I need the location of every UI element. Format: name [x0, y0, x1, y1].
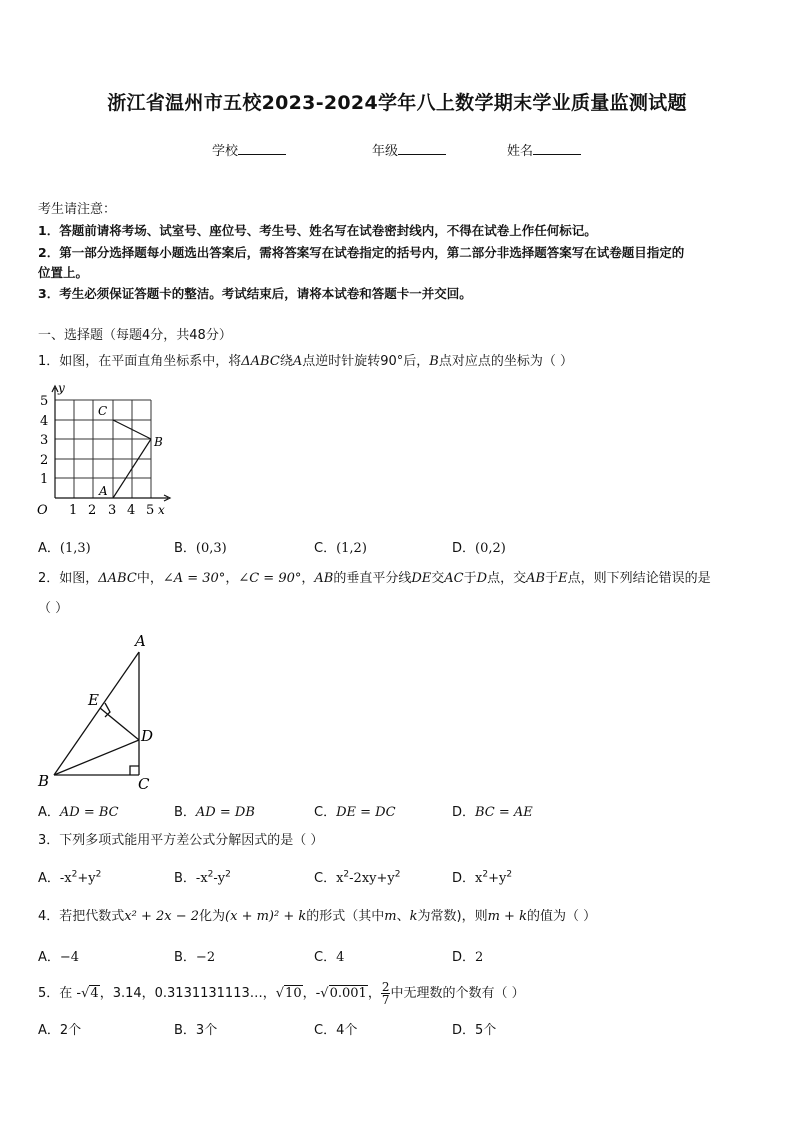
q5-option-d[interactable]: D．5个 — [452, 1023, 497, 1038]
sqrt-4: √4 — [81, 986, 99, 1001]
origin-label: O — [37, 503, 48, 518]
q1-option-a[interactable]: A．(1,3) — [38, 541, 91, 556]
school-blank[interactable] — [238, 142, 286, 155]
q3-option-d[interactable]: D．$x^2+y^2$ — [452, 869, 513, 886]
point-a-label: A — [135, 632, 146, 650]
point-b-label: B — [38, 772, 50, 790]
question-4-stem: 4．若把代数式x² + 2x − 2化为(x + m)² + k的形式（其中m、k为常数)，则m + k的值为（ ） — [38, 909, 597, 924]
x-axis-label: x — [158, 503, 165, 517]
name-field[interactable] — [507, 140, 581, 159]
question-1-stem: 1．如图，在平面直角坐标系中，将ΔABC绕A点逆时针旋转90°后，B点对应点的坐标为（ ） — [38, 354, 573, 369]
q2-option-b[interactable]: B．AD = DB — [174, 805, 255, 820]
sqrt-10: √10 — [275, 986, 302, 1001]
triangle-abc — [54, 652, 139, 775]
q4-option-d[interactable]: D．2 — [452, 950, 484, 965]
grade-label: 年级 — [372, 144, 399, 159]
q3-option-a[interactable]: A．$-x^2+y^2$ — [38, 869, 102, 886]
grade-blank[interactable] — [398, 142, 446, 155]
x-tick: 5 — [146, 503, 155, 518]
question-2-figure — [34, 626, 164, 794]
point-c-label: C — [138, 775, 150, 793]
name-blank[interactable] — [533, 142, 581, 155]
question-5-stem: 5．在 -√4，3.14，0.3131131113…，√10，-√0.001， $\frac{2}{7}$ 中无理数的个数有（ ） — [38, 980, 525, 1007]
notice-item-1: 1．答题前请将考场、试室号、座位号、考生号、姓名写在试卷密封线内，不得在试卷上作任何标记。 — [38, 223, 597, 238]
notice-item-2-cont: 位置上。 — [38, 265, 89, 280]
point-a-label: A — [99, 484, 108, 498]
q1-option-c[interactable]: C．(1,2) — [314, 541, 367, 556]
y-tick: 1 — [40, 472, 49, 487]
axes — [52, 386, 170, 501]
q2-option-c[interactable]: C．DE = DC — [314, 805, 396, 820]
point-e-label: E — [88, 691, 99, 709]
page-title: 浙江省温州市五校2023-2024学年八上数学期末学业质量监测试题 — [107, 92, 687, 114]
grade-field[interactable] — [372, 140, 446, 159]
y-tick: 2 — [40, 453, 49, 468]
school-field[interactable] — [212, 140, 286, 159]
notice-item-2: 2．第一部分选择题每小题选出答案后，需将答案写在试卷指定的括号内，第二部分非选择题答案写在试卷题目指定的 — [38, 245, 685, 260]
q5-option-c[interactable]: C．4个 — [314, 1023, 358, 1038]
notice-heading: 考生请注意： — [38, 202, 117, 217]
y-tick: 4 — [40, 414, 49, 429]
sqrt-0-001: √0.001 — [320, 986, 367, 1001]
x-tick: 1 — [69, 503, 78, 518]
point-c-label: C — [98, 404, 108, 418]
question-1-figure — [34, 380, 174, 520]
x-tick: 3 — [108, 503, 117, 518]
school-label: 学校 — [212, 144, 239, 159]
q4-option-a[interactable]: A．−4 — [38, 950, 80, 965]
question-2-stem: 2．如图，ΔABC中，∠A = 30°，∠C = 90°，AB的垂直平分线DE交AC于D点，交AB于E点，则下列结论错误的是 — [38, 571, 711, 586]
y-tick: 3 — [40, 433, 49, 448]
q4-option-b[interactable]: B．−2 — [174, 950, 216, 965]
q5-option-b[interactable]: B．3个 — [174, 1023, 218, 1038]
q2-option-d[interactable]: D．BC = AE — [452, 805, 533, 820]
point-b-label: B — [154, 435, 163, 449]
y-axis-label: y — [58, 381, 65, 395]
q5-option-a[interactable]: A．2个 — [38, 1023, 82, 1038]
q3-option-c[interactable]: C．$x^2-2xy+y^2$ — [314, 869, 401, 886]
name-label: 姓名 — [507, 144, 534, 159]
x-tick: 2 — [88, 503, 97, 518]
q1-option-d[interactable]: D．(0,2) — [452, 541, 506, 556]
notice-item-3: 3．考生必须保证答题卡的整洁。考试结束后，请将本试卷和答题卡一并交回。 — [38, 286, 472, 301]
question-3-stem: 3．下列多项式能用平方差公式分解因式的是（ ） — [38, 833, 324, 848]
x-tick: 4 — [127, 503, 136, 518]
section-heading: 一、选择题（每题4分，共48分） — [38, 328, 232, 343]
question-2-paren: （ ） — [38, 601, 69, 616]
fraction-2-7: $\frac{2}{7}$ — [381, 980, 390, 1007]
y-tick: 5 — [40, 394, 49, 409]
q1-option-b[interactable]: B．(0,3) — [174, 541, 227, 556]
point-d-label: D — [141, 727, 154, 745]
q4-option-c[interactable]: C．4 — [314, 950, 345, 965]
q3-option-b[interactable]: B．$-x^2-y^2$ — [174, 869, 231, 886]
q2-option-a[interactable]: A．AD = BC — [38, 805, 119, 820]
